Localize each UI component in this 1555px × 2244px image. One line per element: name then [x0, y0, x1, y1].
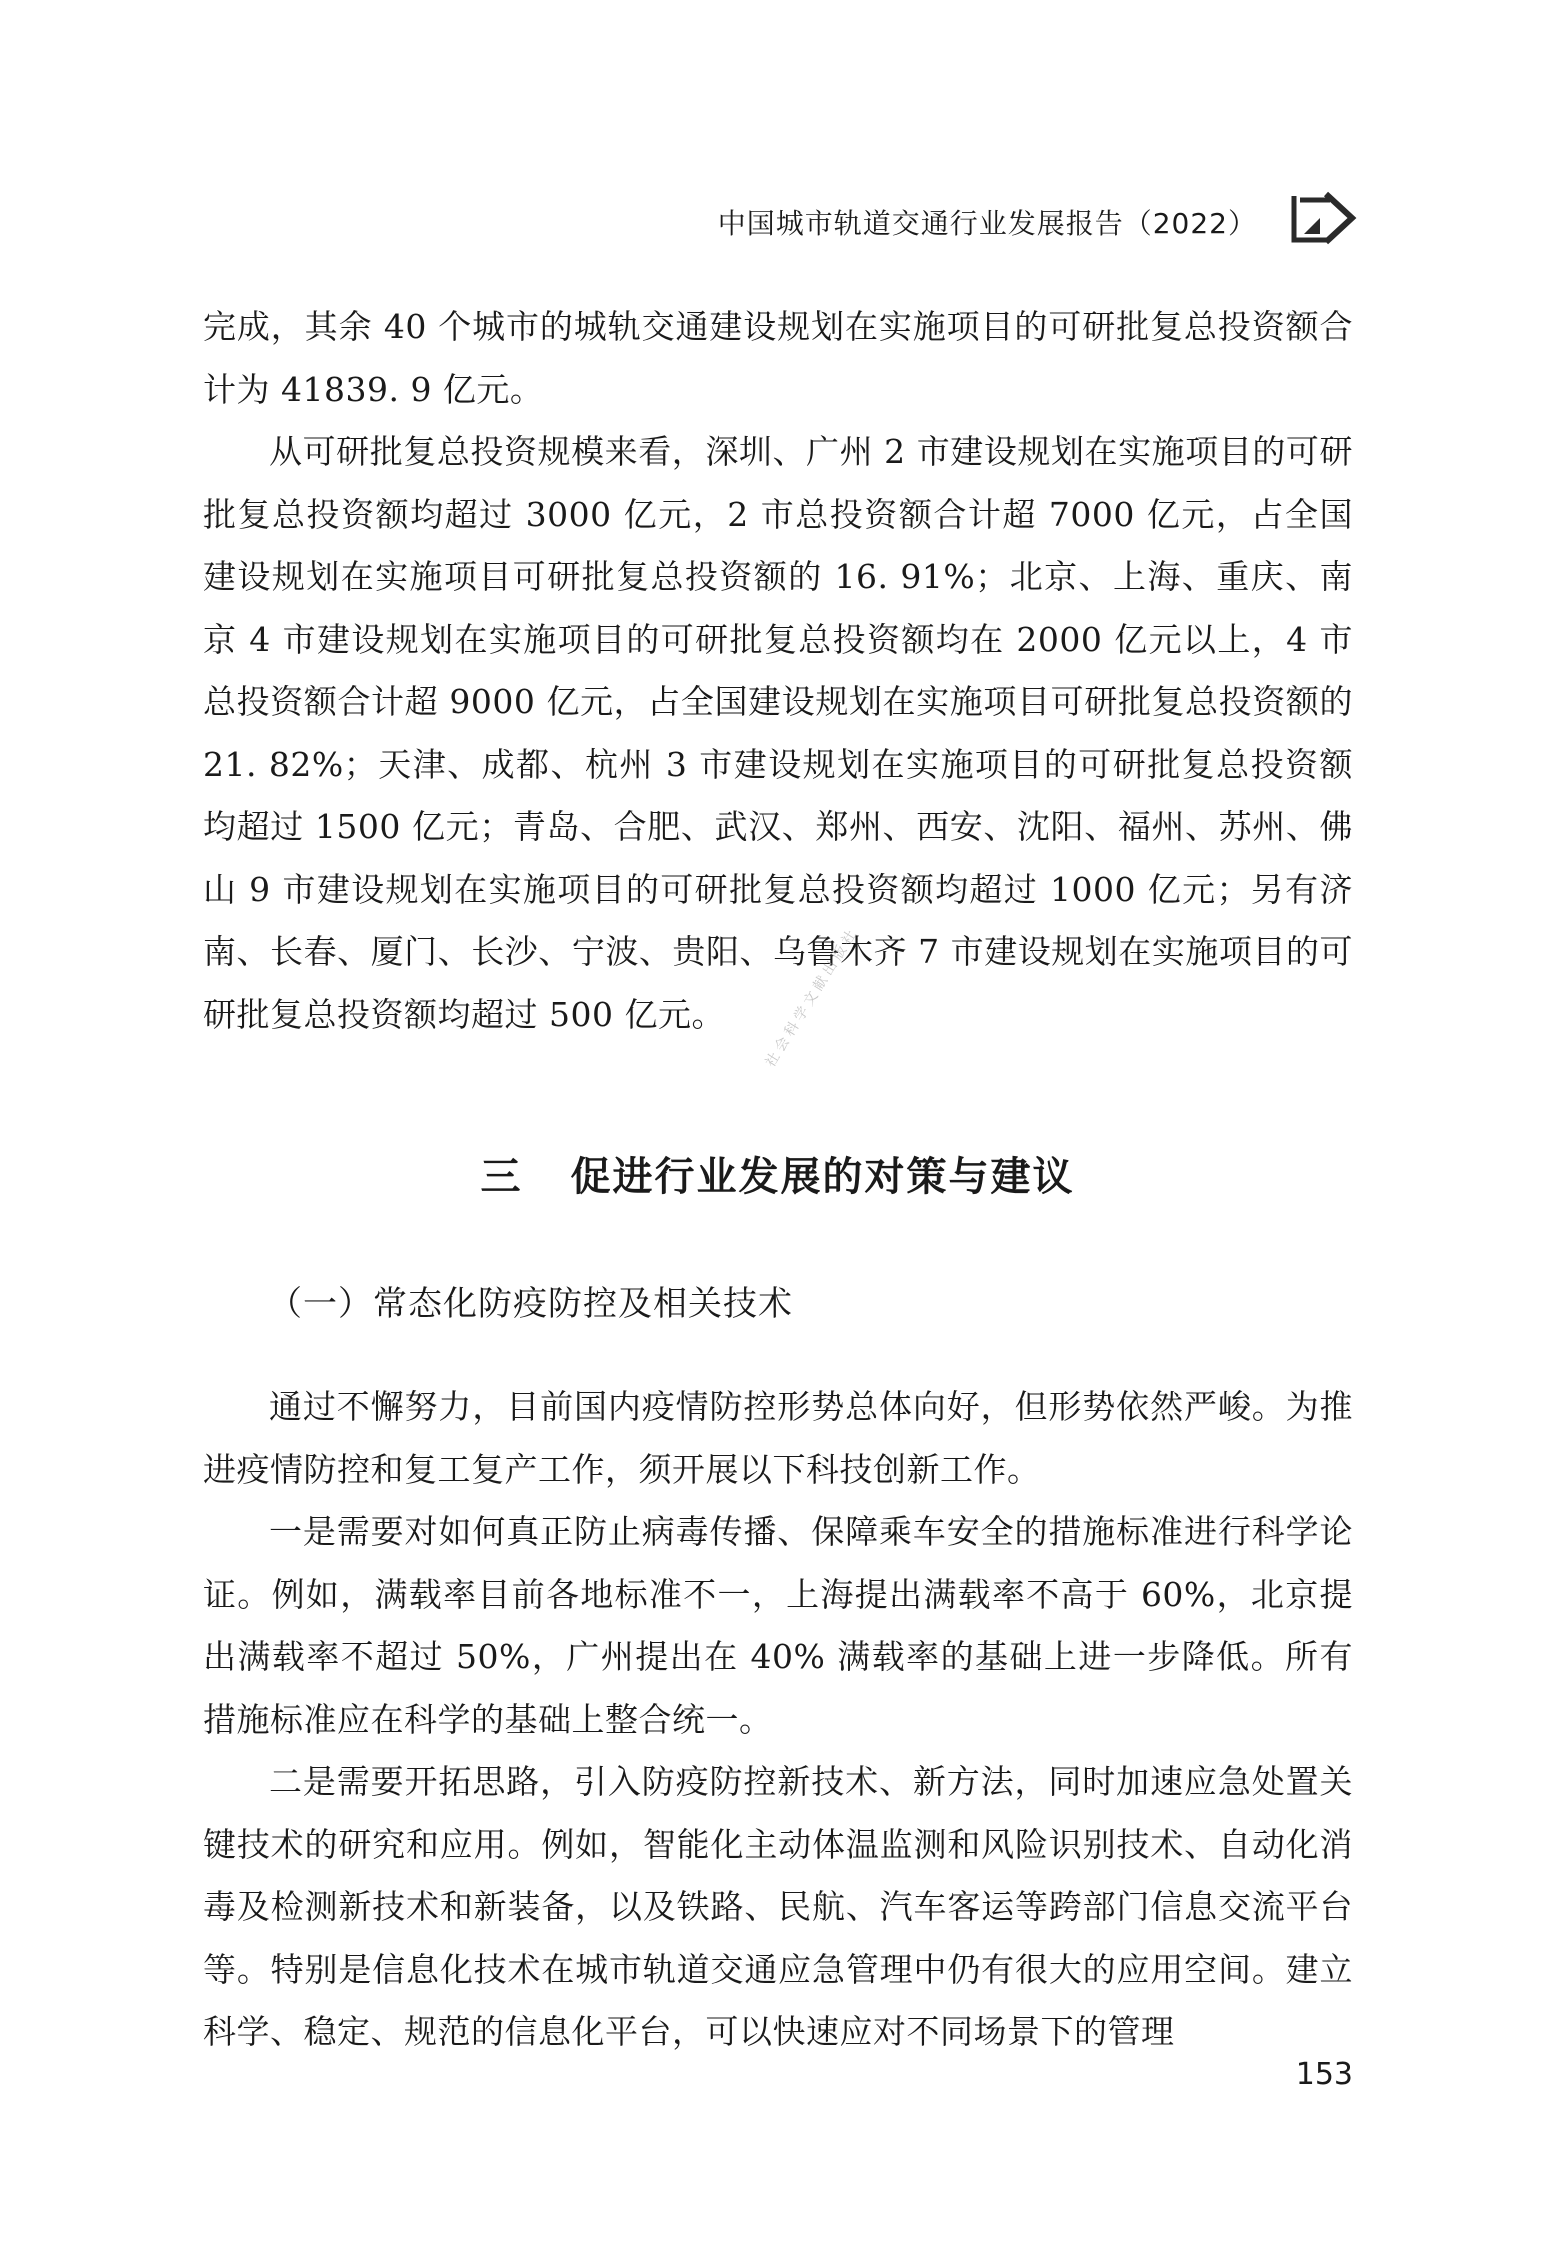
paragraph-point-two: 二是需要开拓思路，引入防疫防控新技术、新方法，同时加速应急处置关键技术的研究和应用。例如，智能化主动体温监测和风险识别技术、自动化消毒及检测新技术和新装备，以及铁路、民航、汽车客运等跨部门信息交流平台等。特别是信息化技术在城市轨道交通应急管理中仍有很大的应用空间。建立科学、稳定、规范的信息化平台，可以快速应对不同场景下的管理: [203, 1762, 1353, 2051]
body-text-bottom: [203, 1376, 1353, 2064]
paragraph-point-one: 一是需要对如何真正防止病毒传播、保障乘车安全的措施标准进行科学论证。例如，满载率目前各地标准不一，上海提出满载率不高于 60%，北京提出满载率不超过 50%，广州提出在 40% 满载率的基础上进一步降低。所有措施标准应在科学的基础上整合统一。: [203, 1512, 1353, 1739]
paragraph-intro: 通过不懈努力，目前国内疫情防控形势总体向好，但形势依然严峻。为推进疫情防控和复工复产工作，须开展以下科技创新工作。: [203, 1387, 1353, 1489]
book-chevron-icon: [1290, 188, 1360, 248]
body-text-top: [203, 296, 1353, 1046]
watermark-text: 社会科学文献出版社: [762, 924, 862, 1071]
section-number: 三: [480, 1154, 523, 1200]
subsection-heading: （一）常态化防疫防控及相关技术: [268, 1284, 793, 1324]
paragraph-continuation: 完成，其余 40 个城市的城轨交通建设规划在实施项目的可研批复总投资额合计为 41839. 9 亿元。: [203, 307, 1353, 409]
section-title: 促进行业发展的对策与建议: [570, 1154, 1075, 1200]
running-header: 中国城市轨道交通行业发展报告（2022）: [717, 207, 1257, 240]
paragraph-investment-scale: 从可研批复总投资规模来看，深圳、广州 2 市建设规划在实施项目的可研批复总投资额均超过 3000 亿元，2 市总投资额合计超 7000 亿元，占全国建设规划在实施项目可研批复总投资额的 16. 91%；北京、上海、重庆、南京 4 市建设规划在实施项目的可研批复总投资额均在 2000 亿元以上，4 市总投资额合计超 9000 亿元，占全国建设规划在实施项目可研批复总投资额的 21. 82%；天津、成都、杭州 3 市建设规划在实施项目的可研批复总投资额均超过 1500 亿元；青岛、合肥、武汉、郑州、西安、沈阳、福州、苏州、佛山 9 市建设规划在实施项目的可研批复总投资额均超过 1000 亿元；另有济南、长春、厦门、长沙、宁波、贵阳、乌鲁木齐 7 市建设规划在实施项目的可研批复总投资额均超过 500 亿元。: [203, 432, 1353, 1034]
section-heading: [0, 1145, 1555, 1202]
page-number: 153: [1295, 2057, 1353, 2092]
